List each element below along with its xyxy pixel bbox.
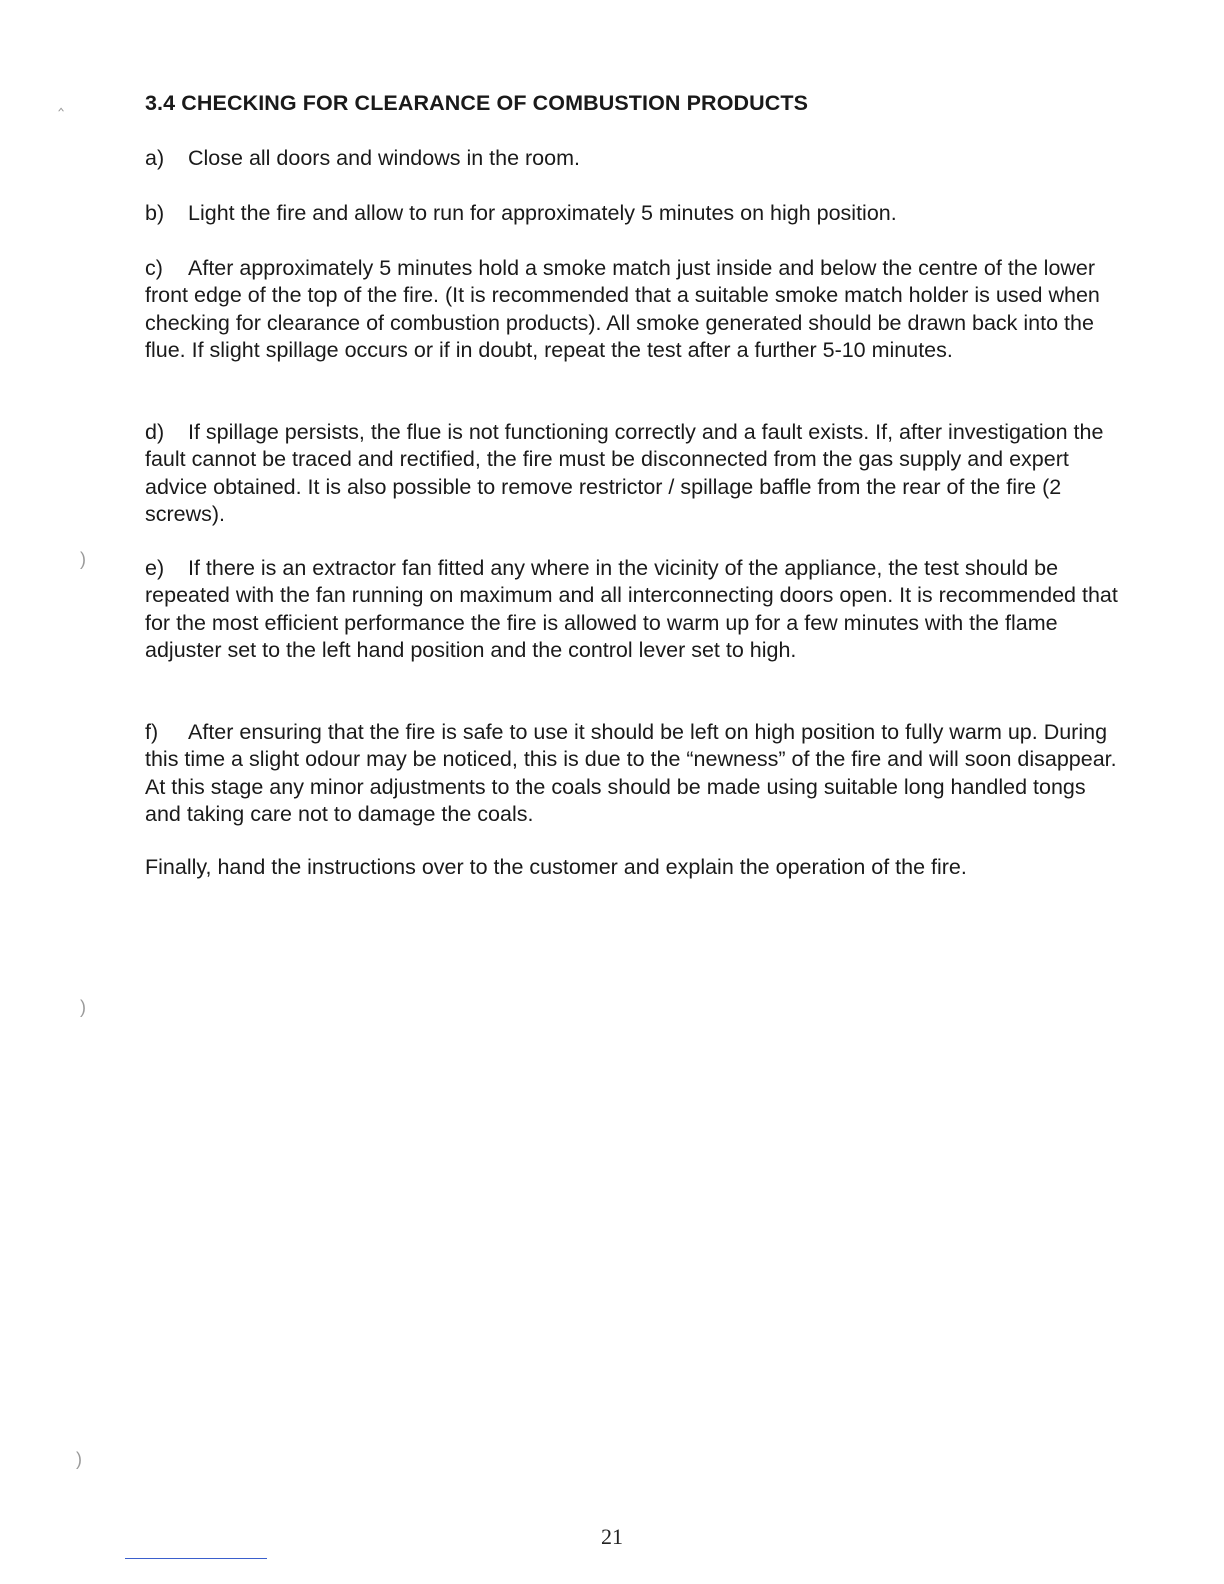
page-number: 21 — [601, 1524, 623, 1549]
step-f-marker: f) — [145, 720, 159, 744]
step-b-paragraph — [145, 200, 1120, 227]
bottom-rule — [125, 1558, 267, 1559]
step-e-marker: e) — [145, 556, 165, 580]
step-a-text: Close all doors and windows in the room. — [188, 146, 580, 170]
step-d-paragraph — [145, 419, 1120, 528]
step-f-text: After ensuring that the fire is safe to use it should be left on high position to fully warm up. During this time a slight odour may be noticed, this is due to the “newness” of the fire and will soon disappear. At this stage any minor adjustments to the coals should be made using suitable long handled tongs and taking care not to damage the coals. — [145, 720, 1117, 826]
final-paragraph: Finally, hand the instructions over to the customer and explain the operation of the fire. — [145, 855, 967, 879]
step-e-text: If there is an extractor fan fitted any where in the vicinity of the appliance, the test should be repeated with the fan running on maximum and all interconnecting doors open. It is recommended that for the most efficient performance the fire is allowed to warm up for a few minutes with the flame adjuster set to the left hand position and the control lever set to high. — [145, 556, 1118, 662]
step-d-text: If spillage persists, the flue is not functioning correctly and a fault exists. If, after investigation the fault cannot be traced and rectified, the fire must be disconnected from the gas supply and expert advice obtained. It is also possible to remove restrictor / spillage baffle from the rear of the fire (2 screws). — [145, 420, 1104, 526]
scan-artifact: ) — [80, 997, 86, 1017]
section-heading: 3.4 CHECKING FOR CLEARANCE OF COMBUSTION PRODUCTS — [145, 91, 809, 115]
step-a-marker: a) — [145, 146, 165, 170]
step-b-marker: b) — [145, 201, 165, 225]
step-a-paragraph — [145, 145, 1120, 172]
step-c-paragraph — [145, 255, 1120, 364]
step-f-paragraph — [145, 719, 1120, 828]
step-c-text: After approximately 5 minutes hold a smoke match just inside and below the centre of the lower front edge of the top of the fire. (It is recommended that a suitable smoke match holder is used when checking for clearance of combustion products). All smoke generated should be drawn back into the flue. If slight spillage occurs or if in doubt, repeat the test after a further 5-10 minutes. — [145, 256, 1100, 362]
scan-artifact: ‸ — [58, 91, 65, 111]
step-c-marker: c) — [145, 256, 163, 280]
scan-artifact: ) — [76, 1449, 82, 1469]
step-d-marker: d) — [145, 420, 165, 444]
scan-artifact: ) — [80, 549, 86, 569]
step-e-paragraph — [145, 555, 1120, 664]
step-b-text: Light the fire and allow to run for approximately 5 minutes on high position. — [188, 201, 897, 225]
